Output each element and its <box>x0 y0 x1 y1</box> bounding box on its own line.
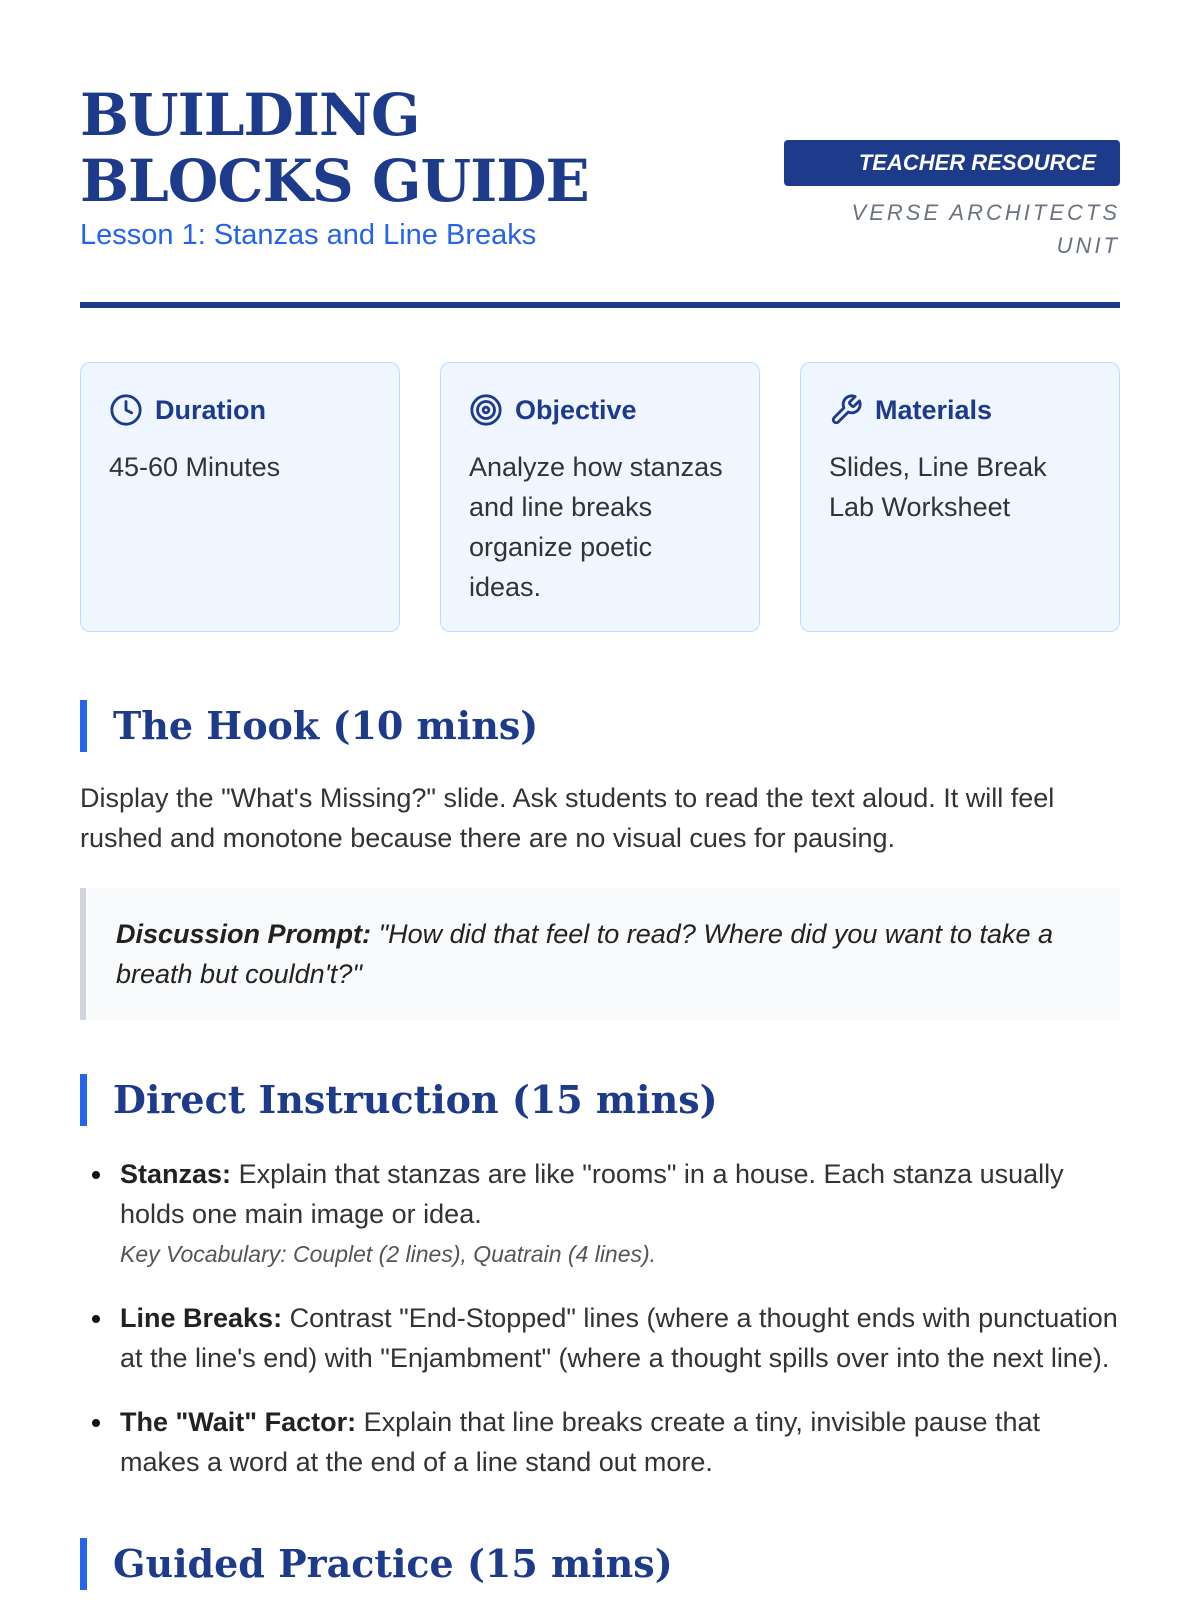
page-title: BUILDING BLOCKS GUIDE <box>80 81 589 215</box>
card-body: Analyze how stanzas and line breaks organize poetic ideas. <box>469 452 723 602</box>
discussion-prompt-label: Discussion Prompt: <box>116 919 372 949</box>
bullet-term: The "Wait" Factor: <box>120 1407 357 1437</box>
card-header <box>469 393 731 427</box>
card-header <box>109 393 371 427</box>
header-meta <box>784 140 1120 262</box>
card-title: Objective <box>515 395 637 425</box>
section-title-direct-instruction: Direct Instruction (15 mins) <box>80 1074 1120 1126</box>
page-header <box>80 0 1120 258</box>
list-item <box>80 1154 1120 1274</box>
bullet-term: Line Breaks: <box>120 1303 283 1333</box>
card-objective <box>440 362 760 632</box>
unit-label: VERSE ARCHITECTS UNIT <box>851 200 1120 258</box>
discussion-prompt <box>80 888 1120 1020</box>
card-title: Materials <box>875 395 993 425</box>
bullet-term: Stanzas: <box>120 1159 232 1189</box>
card-body: Slides, Line Break Lab Worksheet <box>829 452 1047 522</box>
direct-instruction-list <box>80 1154 1120 1482</box>
bullet-text: Contrast "End-Stopped" lines (where a thought ends with punctuation at the line's end) with "Enjambment" (where a thought spills over into the next line). <box>120 1303 1118 1373</box>
section-title-hook: The Hook (10 mins) <box>80 700 1120 752</box>
lesson-summary-cards <box>80 362 1120 632</box>
bullet-text: Explain that stanzas are like "rooms" in a house. Each stanza usually holds one main image or idea. <box>120 1159 1064 1229</box>
clock-icon <box>109 393 143 427</box>
card-body: 45-60 Minutes <box>109 452 281 482</box>
wrench-icon <box>829 393 863 427</box>
hook-paragraph: Display the "What's Missing?" slide. Ask students to read the text aloud. It will feel rushed and monotone because there are no visual cues for pausing. <box>80 783 1055 853</box>
key-vocabulary-note: Key Vocabulary: Couplet (2 lines), Quatrain (4 lines). <box>120 1241 657 1267</box>
list-item <box>80 1402 1120 1482</box>
lesson-subtitle: Lesson 1: Stanzas and Line Breaks <box>80 219 537 251</box>
card-header <box>829 393 1091 427</box>
card-duration <box>80 362 400 632</box>
card-title: Duration <box>155 395 266 425</box>
header-divider <box>80 302 1120 308</box>
teacher-resource-badge: TEACHER RESOURCE <box>784 140 1120 186</box>
card-materials <box>800 362 1120 632</box>
target-icon <box>469 393 503 427</box>
bullet-text: Explain that line breaks create a tiny, invisible pause that makes a word at the end of a line stand out more. <box>120 1407 1041 1477</box>
list-item <box>80 1298 1120 1378</box>
discussion-prompt-text: "How did that feel to read? Where did you want to take a breath but couldn't?" <box>116 919 1054 989</box>
section-title-guided-practice: Guided Practice (15 mins) <box>80 1538 1120 1590</box>
